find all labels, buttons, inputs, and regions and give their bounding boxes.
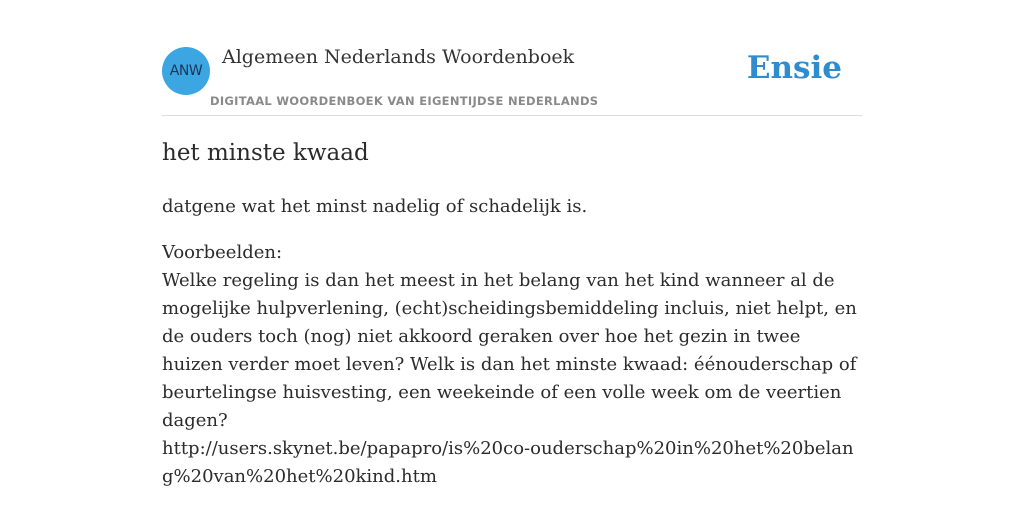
- ensie-brand-logo[interactable]: Ensie: [746, 50, 842, 86]
- anw-logo[interactable]: [162, 47, 210, 95]
- site-subtitle: DIGITAAL WOORDENBOEK VAN EIGENTIJDSE NEDERLANDS: [210, 94, 599, 108]
- entry-definition: datgene wat het minst nadelig of schadelijk is.: [162, 196, 588, 217]
- examples-label: Voorbeelden:: [162, 242, 283, 263]
- examples-section: [162, 239, 862, 491]
- entry-headword: het minste kwaad: [162, 140, 369, 166]
- site-title[interactable]: Algemeen Nederlands Woordenboek: [222, 46, 575, 68]
- example-text: Welke regeling is dan het meest in het belang van het kind wanneer al de mogelijke hulpverlening, (echt)scheidingsbemiddeling incluis, niet helpt, en de ouders toch (nog) niet akkoord geraken over hoe het gezin in twee huizen verder moet leven? Welk is dan het minste kwaad: éénouderschap of beurtelingse huisvesting, een weekeinde of een volle week om de veertien dagen?: [162, 270, 857, 431]
- logo-text: ANW: [169, 63, 203, 79]
- example-source-link[interactable]: http://users.skynet.be/papapro/is%20co-ouderschap%20in%20het%20belang%20van%20het%20kind.htm: [162, 438, 854, 487]
- header-divider: [162, 115, 862, 116]
